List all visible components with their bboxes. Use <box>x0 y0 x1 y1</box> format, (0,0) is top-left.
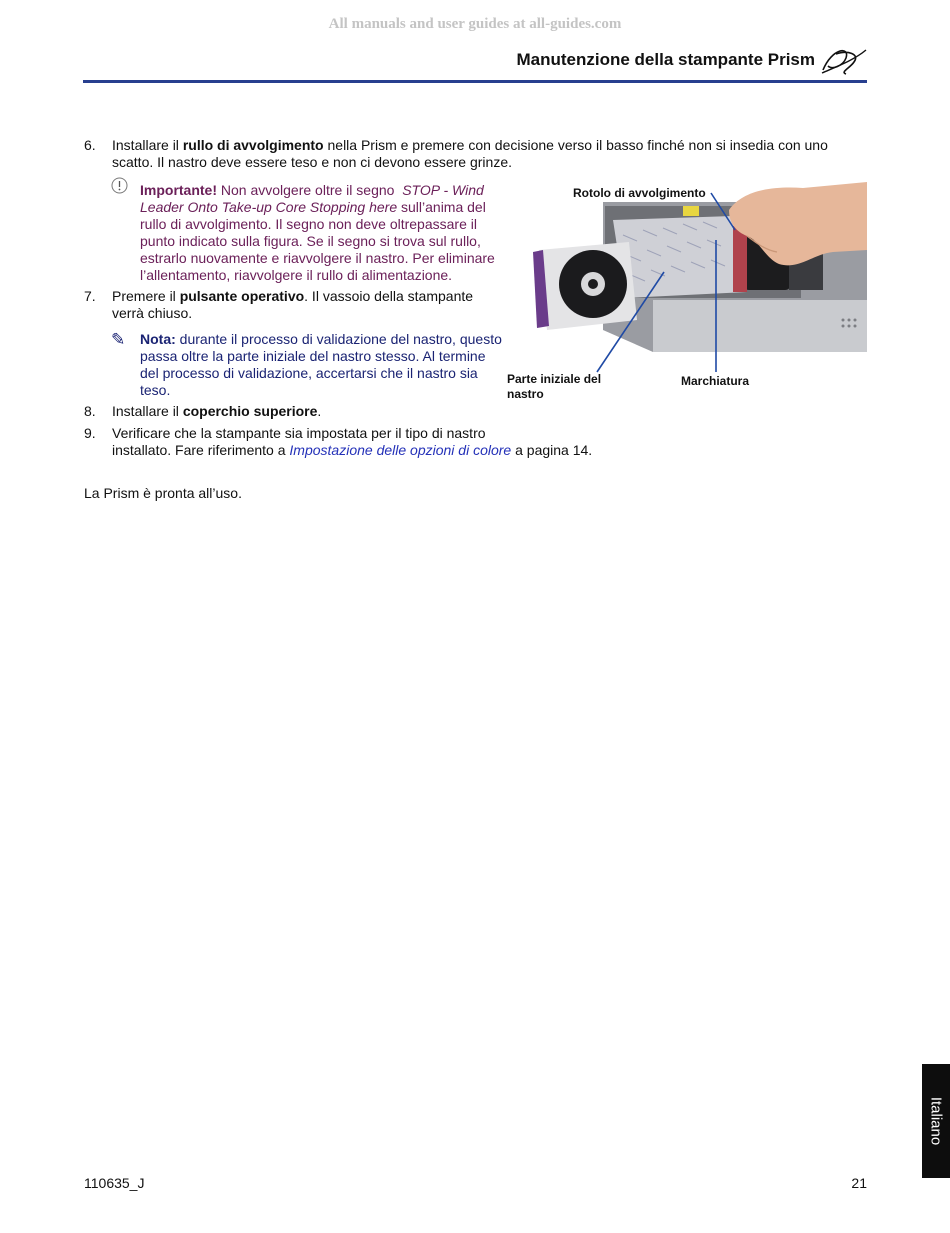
step-8-number: 8. <box>84 403 96 419</box>
step-7-text <box>112 288 512 322</box>
language-tab <box>922 1064 950 1178</box>
callout-ribbon-leader-line-1: Parte iniziale del <box>507 372 602 386</box>
header-rule <box>83 80 867 83</box>
note-line-4: teso. <box>140 382 171 398</box>
step-8-text-a: Installare il <box>112 403 183 419</box>
step-6-line-2: scatto. Il nastro deve essere teso e non ci devono essere grinze. <box>112 154 513 170</box>
important-line-6: l’allentamento, riavvolgere il rullo di alimentazione. <box>140 267 453 283</box>
bravo-swoosh-logo-icon <box>820 46 868 76</box>
step-9-number: 9. <box>84 425 96 441</box>
important-line-4: punto indicato sulla figura. Se il segno si trova sul rullo, <box>140 233 481 249</box>
note-label: Nota: <box>140 331 176 347</box>
step-9-line-1: Verificare che la stampante sia impostata per il tipo di nastro <box>112 425 486 441</box>
color-options-link[interactable]: Impostazione delle opzioni di colore <box>289 442 512 458</box>
important-line-3: rullo di avvolgimento. Il segno non deve oltrepassare il <box>140 216 477 232</box>
step-9-text-c: a pagina 14. <box>511 442 593 458</box>
step-7-text-c: . Il vassoio della stampante <box>304 288 474 304</box>
language-tab-label: Italiano <box>927 1096 945 1146</box>
note-line-1: durante il processo di validazione del nastro, questo <box>175 331 502 347</box>
page-title: Manutenzione della stampante Prism <box>516 50 815 69</box>
watermark: All manuals and user guides at all-guides.com <box>328 16 622 32</box>
printer-photo <box>533 180 867 360</box>
callout-ribbon-leader-line-2: nastro <box>507 387 544 401</box>
callout-mark: Marchiatura <box>681 374 750 388</box>
callout-ribbon-leader <box>507 372 601 402</box>
step-8-bold: coperchio superiore <box>182 403 318 419</box>
step-7-text-a: Premere il <box>112 288 180 304</box>
exclamation-circle-icon <box>111 177 128 194</box>
step-9-text-a: installato. Fare riferimento a <box>112 442 290 458</box>
step-9-text <box>112 425 712 459</box>
important-line-2b: sull’anima del <box>397 199 486 215</box>
step-6-number: 6. <box>84 137 96 153</box>
important-block <box>140 182 520 284</box>
step-8-text <box>112 403 512 420</box>
step-6-text-a: Installare il <box>112 137 183 153</box>
note-line-2: passa oltre la parte iniziale del nastro stesso. Al termine <box>140 348 486 364</box>
important-line-5: estrarlo nuovamente e riavvolgere il nastro. Per eliminare <box>140 250 495 266</box>
important-stop-mark: STOP - Wind <box>402 182 484 198</box>
document-number: 110635_J <box>84 1175 145 1191</box>
note-block <box>140 331 520 399</box>
step-7-bold: pulsante operativo <box>179 288 305 304</box>
conclusion-text: La Prism è pronta all’uso. <box>84 485 242 501</box>
step-6-bold: rullo di avvolgimento <box>182 137 324 153</box>
note-line-3: del processo di validazione, accertarsi che il nastro sia <box>140 365 478 381</box>
important-label: Importante! <box>140 182 217 198</box>
important-line-1a: Non avvolgere oltre il segno <box>217 182 403 198</box>
callout-take-up-roll: Rotolo di avvolgimento <box>573 186 706 200</box>
page-number: 21 <box>851 1175 867 1191</box>
pencil-icon: ✎ <box>111 330 126 349</box>
step-8-text-c: . <box>317 403 322 419</box>
step-7-line-2: verrà chiuso. <box>112 305 193 321</box>
step-6-text <box>112 137 852 171</box>
important-line-2a: Leader Onto Take-up Core Stopping here <box>140 199 398 215</box>
step-7-number: 7. <box>84 288 96 304</box>
step-6-text-c: nella Prism e premere con decisione verso il basso finché non si insedia con uno <box>323 137 828 153</box>
